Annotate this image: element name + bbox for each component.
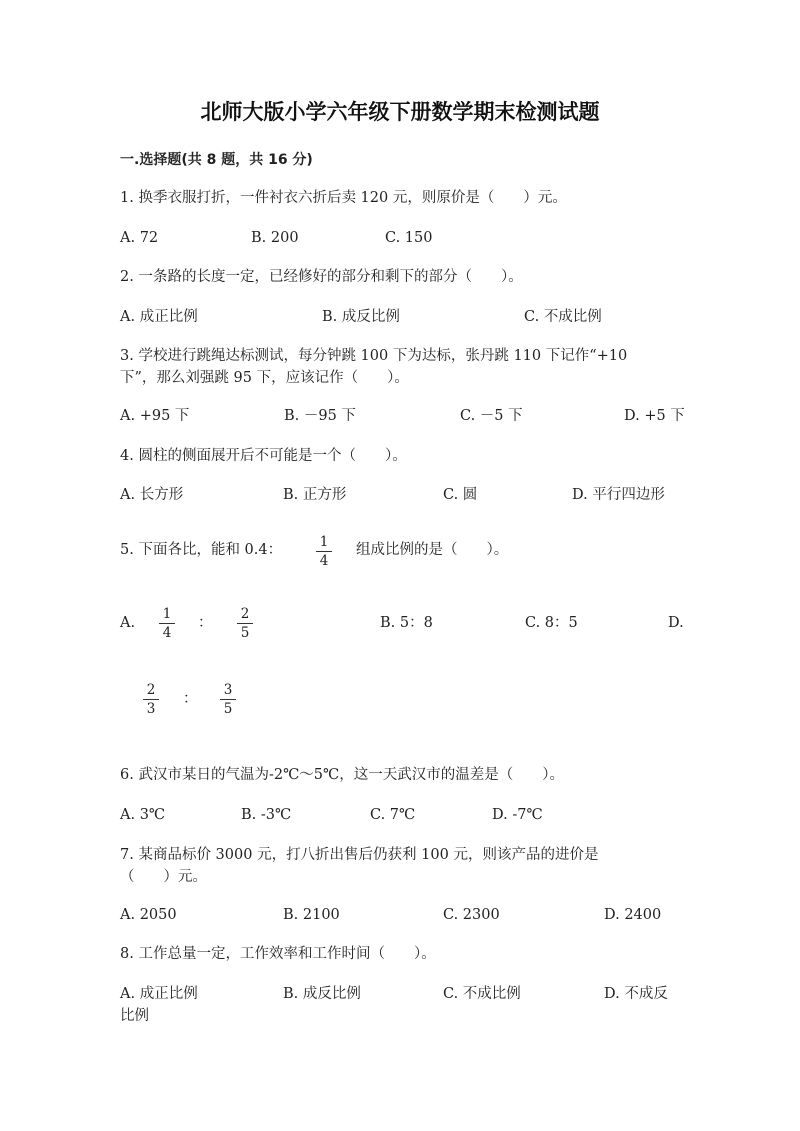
question-2-stem: 2. 一条路的长度一定，已经修好的部分和剩下的部分（ ）。 xyxy=(120,269,523,285)
question-8-option-a: A. 成正比例 xyxy=(120,986,198,1002)
question-2-option-a: A. 成正比例 xyxy=(120,309,198,325)
question-5-option-a-fraction-2 xyxy=(235,606,255,641)
fraction-numerator: 2 xyxy=(240,606,250,622)
question-5-option-a-colon: ： xyxy=(198,615,213,631)
question-3-option-a: A. +95 下 xyxy=(120,408,190,424)
question-1-option-b: B. 200 xyxy=(251,230,299,246)
question-5-stem-suffix: 组成比例的是（ ）。 xyxy=(356,542,509,558)
fraction-numerator: 1 xyxy=(319,534,329,550)
question-8-stem: 8. 工作总量一定，工作效率和工作时间（ ）。 xyxy=(120,946,436,962)
question-2-option-c: C. 不成比例 xyxy=(524,309,602,325)
fraction-denominator: 4 xyxy=(319,553,329,569)
question-4-option-a: A. 长方形 xyxy=(120,487,184,503)
question-3-option-b: B. －95 下 xyxy=(284,408,356,424)
question-5-option-d-label: D. xyxy=(668,615,684,631)
question-7-stem-line-2: （ ）元。 xyxy=(120,869,207,885)
question-5-stem-prefix: 5. 下面各比，能和 0.4： xyxy=(120,542,283,558)
question-8-option-b: B. 成反比例 xyxy=(283,986,361,1002)
question-8-option-d-line-1: D. 不成反 xyxy=(604,986,668,1002)
question-5-option-a-fraction-1 xyxy=(157,606,177,641)
fraction-numerator: 1 xyxy=(162,606,172,622)
fraction-denominator: 5 xyxy=(240,625,250,641)
question-5-option-d-colon: ： xyxy=(183,691,198,707)
question-1-stem: 1. 换季衣服打折，一件衬衣六折后卖 120 元，则原价是（ ）元。 xyxy=(120,190,567,206)
question-5-option-c: C. 8：5 xyxy=(525,615,578,631)
page-title: 北师大版小学六年级下册数学期末检测试题 xyxy=(200,100,600,124)
fraction-denominator: 5 xyxy=(223,701,233,717)
question-3-option-d: D. +5 下 xyxy=(624,408,685,424)
question-3-stem-line-2: 下”，那么刘强跳 95 下，应该记作（ ）。 xyxy=(120,370,409,386)
fraction-numerator: 2 xyxy=(146,682,156,698)
question-7-option-a: A. 2050 xyxy=(120,907,177,923)
fraction-numerator: 3 xyxy=(223,682,233,698)
question-5-option-d-fraction-1 xyxy=(141,682,161,717)
section-heading: 一.选择题(共 8 题，共 16 分) xyxy=(120,152,313,168)
question-4-option-c: C. 圆 xyxy=(443,487,478,503)
fraction-denominator: 3 xyxy=(146,701,156,717)
question-6-option-a: A. 3℃ xyxy=(120,807,166,823)
question-3-option-c: C. －5 下 xyxy=(460,408,523,424)
question-1-option-a: A. 72 xyxy=(120,230,159,246)
question-1-option-c: C. 150 xyxy=(385,230,433,246)
question-4-option-d: D. 平行四边形 xyxy=(572,487,665,503)
question-5-option-b: B. 5：8 xyxy=(380,615,433,631)
question-7-option-b: B. 2100 xyxy=(283,907,340,923)
question-8-option-d-line-2: 比例 xyxy=(120,1008,149,1024)
question-2-option-b: B. 成反比例 xyxy=(322,309,400,325)
question-4-option-b: B. 正方形 xyxy=(283,487,347,503)
question-5-option-d-fraction-2 xyxy=(218,682,238,717)
question-6-option-d: D. -7℃ xyxy=(492,807,543,823)
question-7-option-d: D. 2400 xyxy=(604,907,662,923)
question-7-option-c: C. 2300 xyxy=(443,907,500,923)
question-6-option-c: C. 7℃ xyxy=(370,807,416,823)
question-4-stem: 4. 圆柱的侧面展开后不可能是一个（ ）。 xyxy=(120,448,407,464)
question-5-stem-fraction xyxy=(314,534,334,569)
fraction-denominator: 4 xyxy=(162,625,172,641)
question-6-option-b: B. -3℃ xyxy=(241,807,292,823)
question-7-stem-line-1: 7. 某商品标价 3000 元，打八折出售后仍获利 100 元，则该产品的进价是 xyxy=(120,847,599,863)
question-8-option-c: C. 不成比例 xyxy=(443,986,521,1002)
question-3-stem-line-1: 3. 学校进行跳绳达标测试，每分钟跳 100 下为达标，张丹跳 110 下记作“+10 xyxy=(120,348,628,364)
question-5-option-a-label: A. xyxy=(120,615,136,631)
question-6-stem: 6. 武汉市某日的气温为-2℃～5℃，这一天武汉市的温差是（ ）。 xyxy=(120,767,564,783)
